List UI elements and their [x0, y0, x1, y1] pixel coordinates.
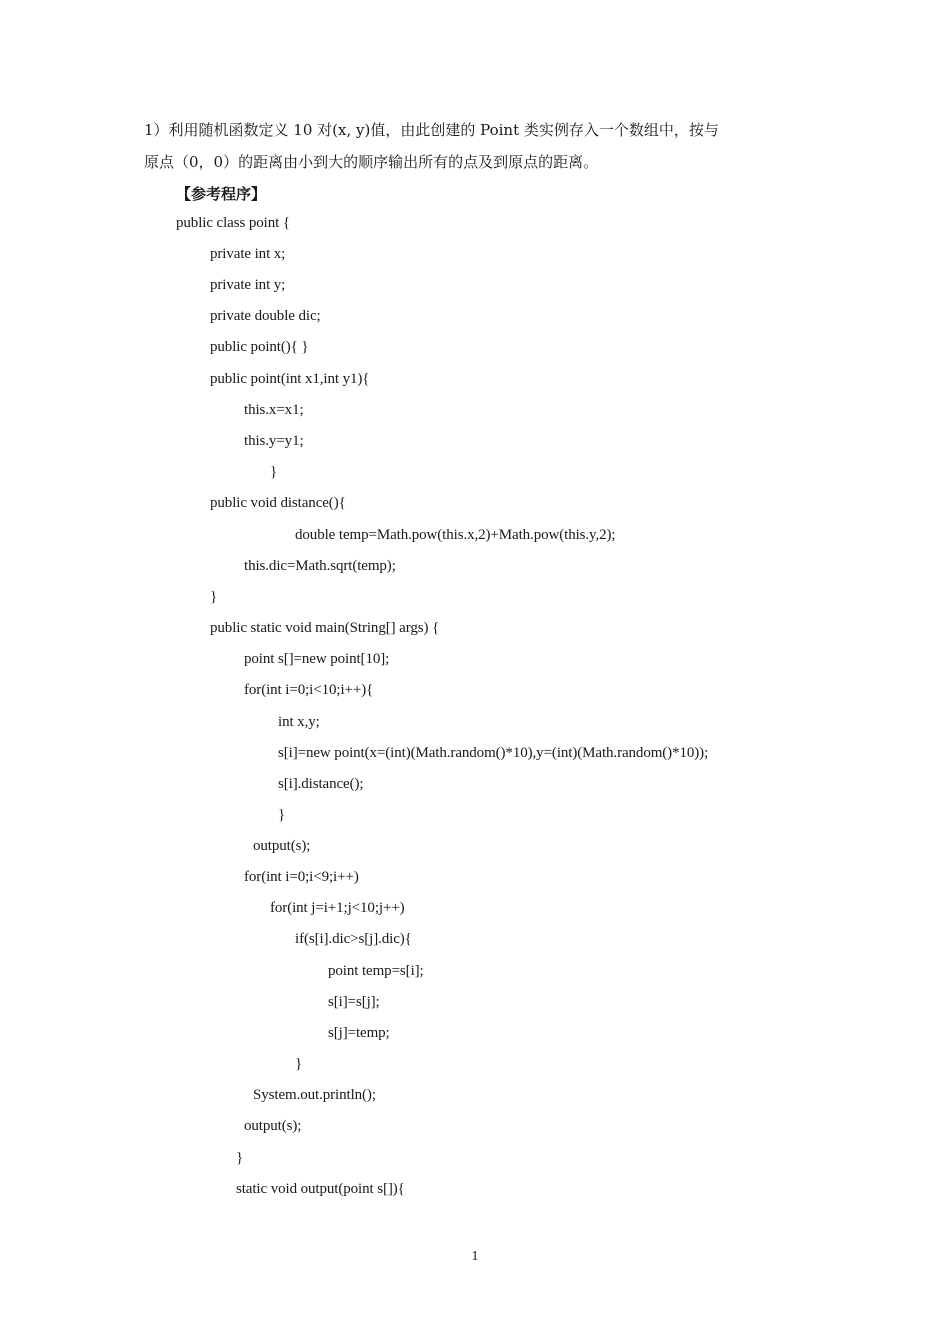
code-line: } — [236, 1150, 244, 1166]
code-line: public point(){ } — [210, 339, 309, 355]
problem-line-2: 原点（0，0）的距离由小到大的顺序输出所有的点及到原点的距离。 — [144, 153, 599, 171]
code-line: double temp=Math.pow(this.x,2)+Math.pow(this.y,2); — [295, 527, 616, 543]
code-line: this.dic=Math.sqrt(temp); — [244, 558, 396, 574]
code-line: for(int i=0;i<10;i++){ — [244, 682, 374, 698]
code-line: public point(int x1,int y1){ — [210, 371, 370, 387]
code-line: int x,y; — [278, 714, 320, 730]
code-line: point temp=s[i]; — [328, 963, 424, 979]
code-line: public static void main(String[] args) { — [210, 620, 440, 636]
code-line: point s[]=new point[10]; — [244, 651, 390, 667]
code-line: } — [295, 1056, 303, 1072]
code-line: static void output(point s[]){ — [236, 1181, 405, 1197]
code-line: } — [270, 464, 278, 480]
code-line: if(s[i].dic>s[j].dic){ — [295, 931, 412, 947]
code-line: this.y=y1; — [244, 433, 304, 449]
page-number: 1 — [471, 1249, 479, 1264]
code-line: s[i]=s[j]; — [328, 994, 380, 1010]
code-line: private int y; — [210, 277, 286, 293]
code-line: public class point { — [176, 215, 290, 231]
code-line: for(int j=i+1;j<10;j++) — [270, 900, 405, 916]
code-line: s[j]=temp; — [328, 1025, 390, 1041]
problem-line-1: 1）利用随机函数定义 10 对(x, y)值，由此创建的 Point 类实例存入一个数组中，按与 — [144, 121, 719, 139]
code-line: private int x; — [210, 246, 286, 262]
section-heading: 【参考程序】 — [176, 185, 267, 203]
code-line: } — [278, 807, 286, 823]
code-line: } — [210, 589, 218, 605]
code-line: private double dic; — [210, 308, 321, 324]
code-line: output(s); — [253, 838, 311, 854]
code-line: this.x=x1; — [244, 402, 304, 418]
code-line: output(s); — [244, 1118, 302, 1134]
code-line: public void distance(){ — [210, 495, 346, 511]
code-line: System.out.println(); — [253, 1087, 376, 1103]
code-line: for(int i=0;i<9;i++) — [244, 869, 359, 885]
code-line: s[i].distance(); — [278, 776, 364, 792]
code-line: s[i]=new point(x=(int)(Math.random()*10),y=(int)(Math.random()*10)); — [278, 745, 709, 761]
